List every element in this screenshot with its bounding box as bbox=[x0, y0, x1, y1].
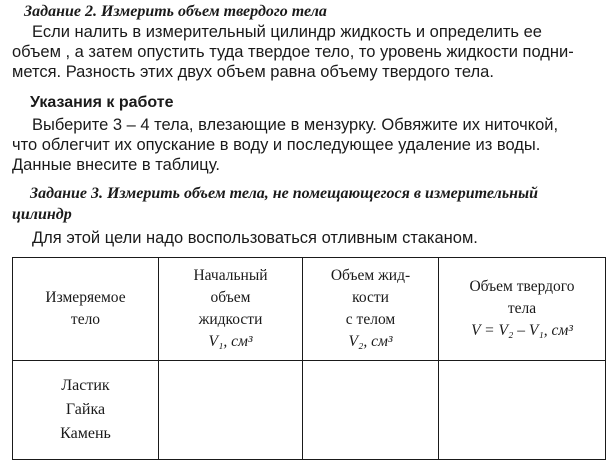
header-line: Начальный bbox=[193, 267, 268, 284]
header-initial-volume bbox=[159, 258, 303, 361]
header-formula: V = V₂ – V₁, см³ bbox=[471, 322, 573, 339]
task2-heading: Задание 2. Измерить объем твердого тела bbox=[24, 3, 327, 20]
instructions-paragraph bbox=[12, 115, 558, 175]
empty-cell-body-volume bbox=[439, 361, 606, 460]
instructions-heading: Указания к работе bbox=[30, 94, 174, 111]
body-item: Камень bbox=[60, 425, 111, 442]
empty-cell-initial-volume bbox=[159, 361, 303, 460]
header-line: жидкости bbox=[198, 311, 263, 328]
header-line: кости bbox=[352, 289, 389, 306]
header-line: с телом bbox=[345, 311, 396, 328]
task2-line: Если налить в измерительный цилиндр жидкость и определить ее bbox=[32, 23, 542, 41]
header-body bbox=[13, 258, 159, 361]
empty-cell-volume-with-body bbox=[303, 361, 439, 460]
header-line: тела bbox=[507, 300, 537, 317]
header-volume-with-body bbox=[303, 258, 439, 361]
instructions-line: Данные внесите в таблицу. bbox=[12, 156, 220, 174]
body-item: Ластик bbox=[61, 377, 110, 394]
header-line: объем bbox=[210, 289, 251, 306]
task3-heading-line2: цилиндр bbox=[12, 206, 72, 223]
table-header-row bbox=[13, 258, 606, 361]
header-line: тело bbox=[70, 311, 101, 328]
header-body-volume bbox=[439, 258, 606, 361]
table-row bbox=[13, 361, 606, 460]
task3-intro: Для этой цели надо воспользоваться отливным стаканом. bbox=[32, 229, 478, 247]
measurement-table bbox=[12, 257, 606, 460]
task2-line: мется. Разность этих двух объем равна объему твердого тела. bbox=[12, 63, 494, 81]
header-line: Объем твердого bbox=[469, 278, 575, 295]
body-item: Гайка bbox=[65, 401, 106, 418]
header-line: Измеряемое bbox=[45, 289, 126, 306]
body-list-cell bbox=[13, 361, 159, 460]
task2-paragraph bbox=[12, 22, 574, 82]
task3-heading-line1: Задание 3. Измерить объем тела, не помещающегося в измерительный bbox=[30, 185, 539, 202]
header-formula: V₂, см³ bbox=[348, 333, 393, 350]
task2-line: объем , а затем опустить туда твердое тело, то уровень жидкости подни- bbox=[12, 43, 574, 61]
instructions-line: Выберите 3 – 4 тела, влезающие в мензурку. Обвяжите их ниточкой, bbox=[32, 116, 559, 134]
header-line: Объем жид- bbox=[330, 267, 411, 284]
header-formula: V₁, см³ bbox=[208, 333, 253, 350]
instructions-line: что облегчит их опускание в воду и последующее удаление из воды. bbox=[12, 136, 541, 154]
